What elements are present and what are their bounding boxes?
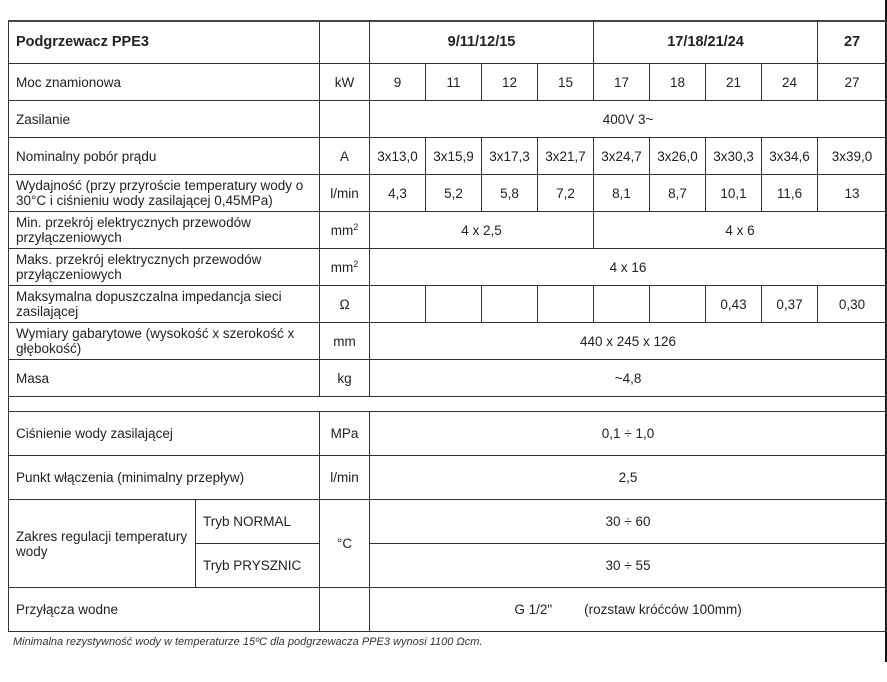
value-cell: 3x24,7 xyxy=(594,138,650,175)
row-label: Nominalny pobór prądu xyxy=(9,138,320,175)
row-unit: kg xyxy=(320,360,370,397)
row-label: Wydajność (przy przyroście temperatury wody o 30°C i ciśnieniu wody zasilającej 0,45MPa) xyxy=(9,175,320,212)
row-zasilanie xyxy=(9,101,887,138)
value-cell: 11,6 xyxy=(762,175,818,212)
table-title: Podgrzewacz PPE3 xyxy=(9,22,320,64)
row-label: Punkt włączenia (minimalny przepływ) xyxy=(9,456,320,500)
row-unit xyxy=(320,249,370,286)
value-cell: 7,2 xyxy=(538,175,594,212)
value-cell: 2,5 xyxy=(370,456,887,500)
value-cell: 4 x 16 xyxy=(370,249,887,286)
value-cell xyxy=(538,286,594,323)
row-zakres-normal xyxy=(9,500,887,544)
spec-table xyxy=(8,22,887,632)
value-cell: 4 x 6 xyxy=(594,212,887,249)
unit-text: mm xyxy=(330,222,354,238)
value-cell: 9 xyxy=(370,64,426,101)
row-unit: mm xyxy=(320,323,370,360)
row-label: Moc znamionowa xyxy=(9,64,320,101)
row-unit xyxy=(320,588,370,632)
value-cell: 8,1 xyxy=(594,175,650,212)
value-cell xyxy=(426,286,482,323)
connector-size: G 1/2" xyxy=(514,602,553,617)
row-punkt xyxy=(9,456,887,500)
value-cell: 4 x 2,5 xyxy=(370,212,594,249)
row-unit: A xyxy=(320,138,370,175)
value-cell: 0,1 ÷ 1,0 xyxy=(370,412,887,456)
row-cisnienie xyxy=(9,412,887,456)
footnote: Minimalna rezystywność wody w temperaturze 15ºC dla podgrzewacza PPE3 wynosi 1100 Ωcm. xyxy=(13,636,483,648)
row-label: Wymiary gabarytowe (wysokość x szerokość x głębokość) xyxy=(9,323,320,360)
row-label: Zakres regulacji temperatury wody xyxy=(9,500,196,588)
row-masa xyxy=(9,360,887,397)
mode-label-prysznic: Tryb PRYSZNIC xyxy=(196,544,320,588)
value-cell xyxy=(594,286,650,323)
value-cell: 30 ÷ 55 xyxy=(370,544,887,588)
row-label: Ciśnienie wody zasilającej xyxy=(9,412,320,456)
row-unit xyxy=(320,212,370,249)
value-cell xyxy=(370,286,426,323)
value-cell: 5,8 xyxy=(482,175,538,212)
value-cell xyxy=(370,588,887,632)
header-group-a: 9/11/12/15 xyxy=(370,22,594,64)
row-label: Przyłącza wodne xyxy=(9,588,320,632)
value-cell xyxy=(650,286,706,323)
row-label: Maks. przekrój elektrycznych przewodów przyłączeniowych xyxy=(9,249,320,286)
row-wymiary xyxy=(9,323,887,360)
row-moc xyxy=(9,64,887,101)
value-cell: 3x39,0 xyxy=(818,138,887,175)
row-maks-przekroj xyxy=(9,249,887,286)
spacer-cell xyxy=(9,397,887,412)
value-cell: 30 ÷ 60 xyxy=(370,500,887,544)
value-cell: 3x15,9 xyxy=(426,138,482,175)
row-label: Zasilanie xyxy=(9,101,320,138)
spacer-row xyxy=(9,397,887,412)
unit-superscript: 2 xyxy=(353,221,359,232)
header-unit-cell xyxy=(320,22,370,64)
value-cell: 12 xyxy=(482,64,538,101)
row-pobor xyxy=(9,138,887,175)
value-cell: 17 xyxy=(594,64,650,101)
row-unit: l/min xyxy=(320,456,370,500)
row-unit: Ω xyxy=(320,286,370,323)
value-cell: 4,3 xyxy=(370,175,426,212)
row-label: Min. przekrój elektrycznych przewodów przyłączeniowych xyxy=(9,212,320,249)
value-cell: 10,1 xyxy=(706,175,762,212)
value-cell: 5,2 xyxy=(426,175,482,212)
row-wydajnosc xyxy=(9,175,887,212)
connector-note: (rozstaw króćców 100mm) xyxy=(584,602,742,617)
value-cell: 11 xyxy=(426,64,482,101)
value-cell: 0,43 xyxy=(706,286,762,323)
value-cell: 400V 3~ xyxy=(370,101,887,138)
value-cell: 3x13,0 xyxy=(370,138,426,175)
value-cell: 15 xyxy=(538,64,594,101)
row-przylacza xyxy=(9,588,887,632)
value-cell: 3x17,3 xyxy=(482,138,538,175)
value-cell: 21 xyxy=(706,64,762,101)
value-cell: 13 xyxy=(818,175,887,212)
row-label: Masa xyxy=(9,360,320,397)
header-row xyxy=(9,22,887,64)
row-unit xyxy=(320,101,370,138)
value-cell: 18 xyxy=(650,64,706,101)
row-unit: kW xyxy=(320,64,370,101)
row-unit: MPa xyxy=(320,412,370,456)
value-cell: 24 xyxy=(762,64,818,101)
value-cell: ~4,8 xyxy=(370,360,887,397)
value-cell: 27 xyxy=(818,64,887,101)
value-cell: 3x34,6 xyxy=(762,138,818,175)
unit-text: mm xyxy=(330,259,354,275)
header-group-c: 27 xyxy=(818,22,887,64)
row-unit: °C xyxy=(320,500,370,588)
value-cell: 440 x 245 x 126 xyxy=(370,323,887,360)
row-label: Maksymalna dopuszczalna impedancja sieci zasilającej xyxy=(9,286,320,323)
value-cell: 3x30,3 xyxy=(706,138,762,175)
row-min-przekroj xyxy=(9,212,887,249)
header-group-b: 17/18/21/24 xyxy=(594,22,818,64)
row-unit: l/min xyxy=(320,175,370,212)
value-cell: 8,7 xyxy=(650,175,706,212)
value-cell: 3x21,7 xyxy=(538,138,594,175)
value-cell: 0,30 xyxy=(818,286,887,323)
value-cell: 3x26,0 xyxy=(650,138,706,175)
unit-superscript: 2 xyxy=(353,258,359,269)
value-cell: 0,37 xyxy=(762,286,818,323)
mode-label-normal: Tryb NORMAL xyxy=(196,500,320,544)
value-cell xyxy=(482,286,538,323)
row-impedancja xyxy=(9,286,887,323)
